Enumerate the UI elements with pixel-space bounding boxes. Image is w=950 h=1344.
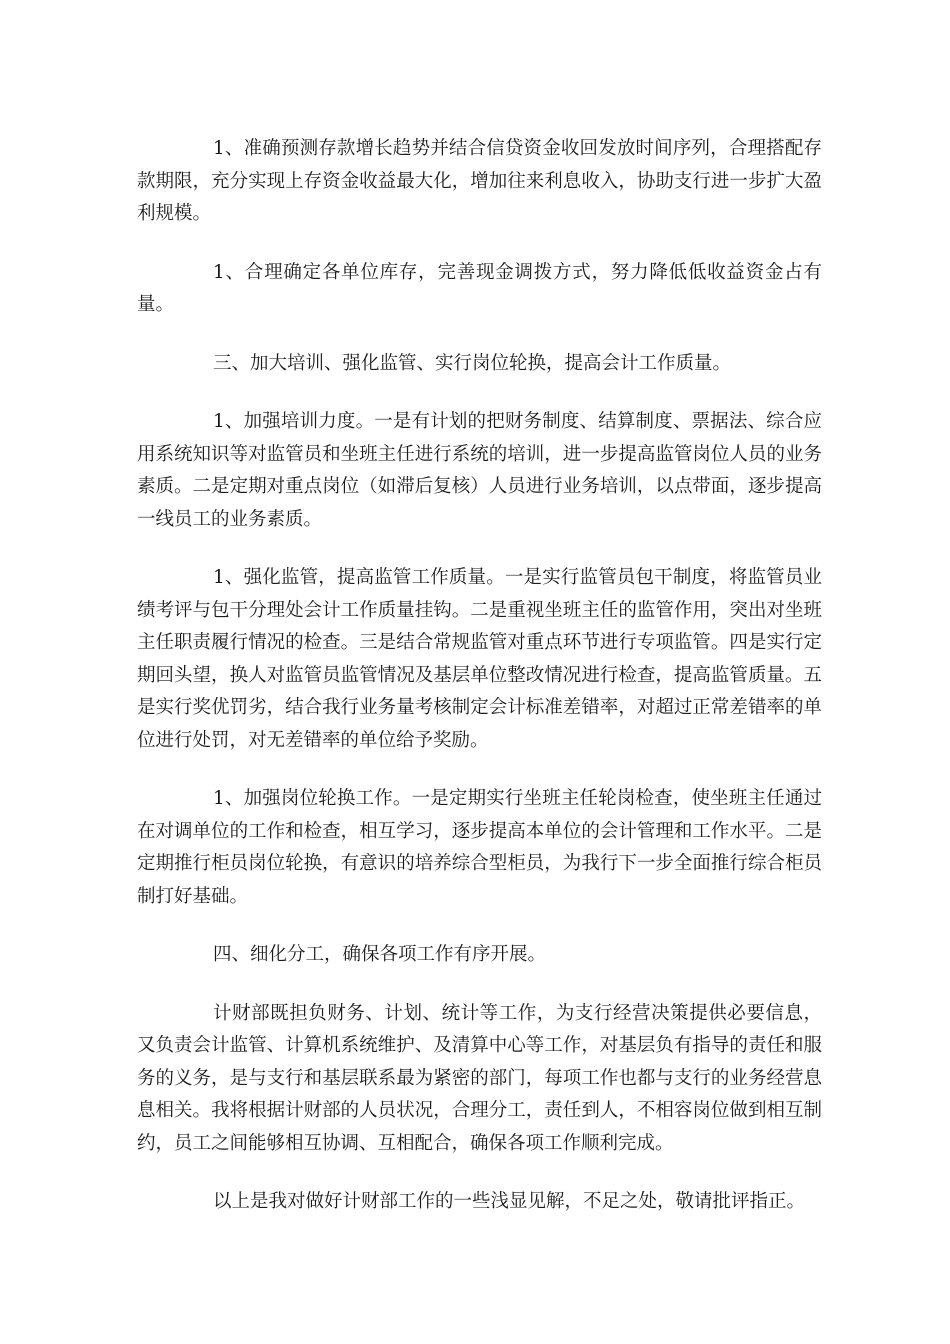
paragraph-division-of-labor: 计财部既担负财务、计划、统计等工作，为支行经营决策提供必要信息，又负责会计监管、计算机系统维护、及清算中心等工作，对基层负有指导的责任和服务的义务，是与支行和基层联系最为紧密的部门，每项工作也都与支行的业务经营息息相关。我将根据计财部的人员状况，合理分工，责任到人，不相容岗位做到相互制约，员工之间能够相互协调、互相配合，确保各项工作顺利完成。 — [137, 1002, 822, 1154]
paragraph-training: 1、加强培训力度。一是有计划的把财务制度、结算制度、票据法、综合应用系统知识等对监管员和坐班主任进行系统的培训，进一步提高监管岗位人员的业务素质。二是定期对重点岗位（如滞后复核）人员进行业务培训，以点带面，逐步提高一线员工的业务素质。 — [137, 411, 822, 530]
section-heading-three: 三、加大培训、强化监管、实行岗位轮换，提高会计工作质量。 — [213, 352, 732, 374]
paragraph-rotation: 1、加强岗位轮换工作。一是定期实行坐班主任轮岗检查，使坐班主任通过在对调单位的工作和检查，相互学习，逐步提高本单位的会计管理和工作水平。二是定期推行柜员岗位轮换，有意识的培养综合型柜员，为我行下一步全面推行综合柜员制打好基础。 — [137, 788, 822, 907]
paragraph-supervision: 1、强化监管，提高监管工作质量。一是实行监管员包干制度，将监管员业绩考评与包干分理处会计工作质量挂钩。二是重视坐班主任的监管作用，突出对坐班主任职责履行情况的检查。三是结合常规监管对重点环节进行专项监管。四是实行定期回头望，换人对监管员监管情况及基层单位整改情况进行检查，提高监管质量。五是实行奖优罚劣，结合我行业务量考核制定会计标准差错率，对超过正常差错率的单位进行处罚，对无差错率的单位给予奖励。 — [137, 567, 822, 751]
paragraph-closing: 以上是我对做好计财部工作的一些浅显见解，不足之处，敬请批评指正。 — [213, 1191, 806, 1212]
paragraph-deposit-forecast: 1、准确预测存款增长趋势并结合信贷资金收回发放时间序列，合理搭配存款期限，充分实现上存资金收益最大化，增加往来利息收入，协助支行进一步扩大盈利规模。 — [137, 138, 822, 224]
paragraph-inventory: 1、合理确定各单位库存，完善现金调拨方式，努力降低低收益资金占有量。 — [137, 261, 822, 315]
section-heading-four: 四、细化分工，确保各项工作有序开展。 — [213, 944, 547, 965]
document-page — [137, 133, 822, 1219]
